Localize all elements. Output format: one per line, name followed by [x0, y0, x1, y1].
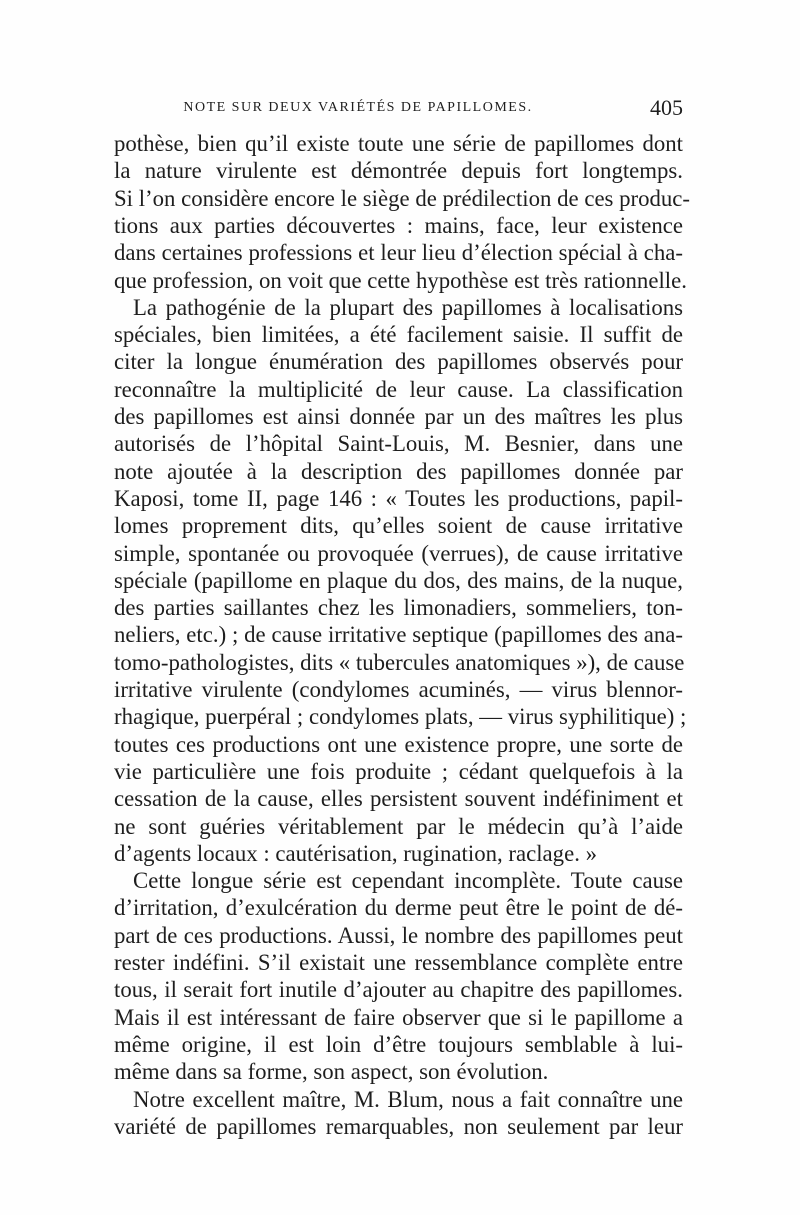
text-line: des papillomes est ainsi donnée par un des maîtres les plus — [114, 404, 683, 429]
running-title: NOTE SUR DEUX VARIÉTÉS DE PAPILLOMES. — [183, 100, 533, 115]
text-line: rhagique, puerpéral ; condylomes plats, — virus syphilitique) ; — [114, 704, 687, 730]
text-line: cessation de la cause, elles persistent souvent indéfiniment et — [114, 786, 683, 812]
text-line: toutes ces productions ont une existence propre, une sorte de — [114, 731, 683, 757]
text-line: que profession, on voit que cette hypothèse est très rationnelle. — [114, 267, 687, 293]
text-line: tomo-pathologistes, dits « tubercules anatomiques »), de cause — [114, 649, 685, 675]
text-line: variété de papillomes remarquables, non seulement par leur — [114, 1113, 683, 1139]
text-line: lomes proprement dits, qu’elles soient de cause irritative — [114, 513, 683, 539]
text-line: part de ces productions. Aussi, le nombre des papillomes peut — [114, 922, 683, 948]
text-line: Mais il est intéressant de faire observer que si le papillome a — [114, 1004, 683, 1030]
text-line: tions aux parties découvertes : mains, face, leur existence — [114, 212, 683, 238]
text-line: irritative virulente (condylomes acuminés, — virus blennor- — [114, 677, 683, 702]
text-line: tous, il serait fort inutile d’ajouter au chapitre des papillomes. — [114, 977, 683, 1003]
text-line: Kaposi, tome II, page 146 : « Toutes les productions, papil- — [114, 485, 683, 511]
text-line: même dans sa forme, son aspect, son évolution. — [114, 1059, 549, 1085]
text-line: citer la longue énumération des papillomes observés pour — [114, 349, 683, 375]
text-line: dans certaines professions et leur lieu d’élection spécial à cha- — [114, 240, 683, 266]
paragraph-start-line: Notre excellent maître, M. Blum, nous a fait connaître une — [133, 1086, 683, 1112]
text-line: note ajoutée à la description des papillomes donnée par — [114, 458, 683, 484]
text-line: pothèse, bien qu’il existe toute une série de papillomes dont — [114, 131, 683, 156]
text-line: simple, spontanée ou provoquée (verrues), de cause irritative — [114, 540, 683, 566]
page-number: 405 — [650, 95, 683, 120]
text-line: même origine, il est loin d’être toujours semblable à lui- — [114, 1031, 683, 1057]
text-line: autorisés de l’hôpital Saint-Louis, M. Besnier, dans une — [114, 431, 683, 457]
text-line: la nature virulente est démontrée depuis fort longtemps. — [114, 158, 683, 184]
text-line: d’irritation, d’exulcération du derme peut être le point de dé- — [114, 895, 683, 921]
text-line: ne sont guéries véritablement par le médecin qu’à l’aide — [114, 813, 683, 839]
paragraph-start-line: Cette longue série est cependant incomplète. Toute cause — [133, 868, 683, 894]
running-head — [113, 96, 683, 122]
text-line: spéciales, bien limitées, a été facilement saisie. Il suffit de — [114, 322, 683, 348]
text-line: neliers, etc.) ; de cause irritative septique (papillomes des ana- — [114, 622, 683, 648]
paragraph-start-line: La pathogénie de la plupart des papillomes à localisations — [133, 294, 683, 320]
text-line: Si l’on considère encore le siège de prédilection de ces produc- — [114, 185, 691, 211]
text-line: rester indéfini. S’il existait une ressemblance complète entre — [114, 950, 683, 975]
text-line: reconnaître la multiplicité de leur cause. La classification — [114, 376, 683, 402]
text-line: vie particulière une fois produite ; cédant quelquefois à la — [114, 758, 683, 784]
text-line: d’agents locaux : cautérisation, rugination, raclage. » — [114, 840, 597, 866]
text-line: spéciale (papillome en plaque du dos, des mains, de la nuque, — [114, 567, 683, 593]
text-line: des parties saillantes chez les limonadiers, sommeliers, ton- — [114, 595, 683, 621]
